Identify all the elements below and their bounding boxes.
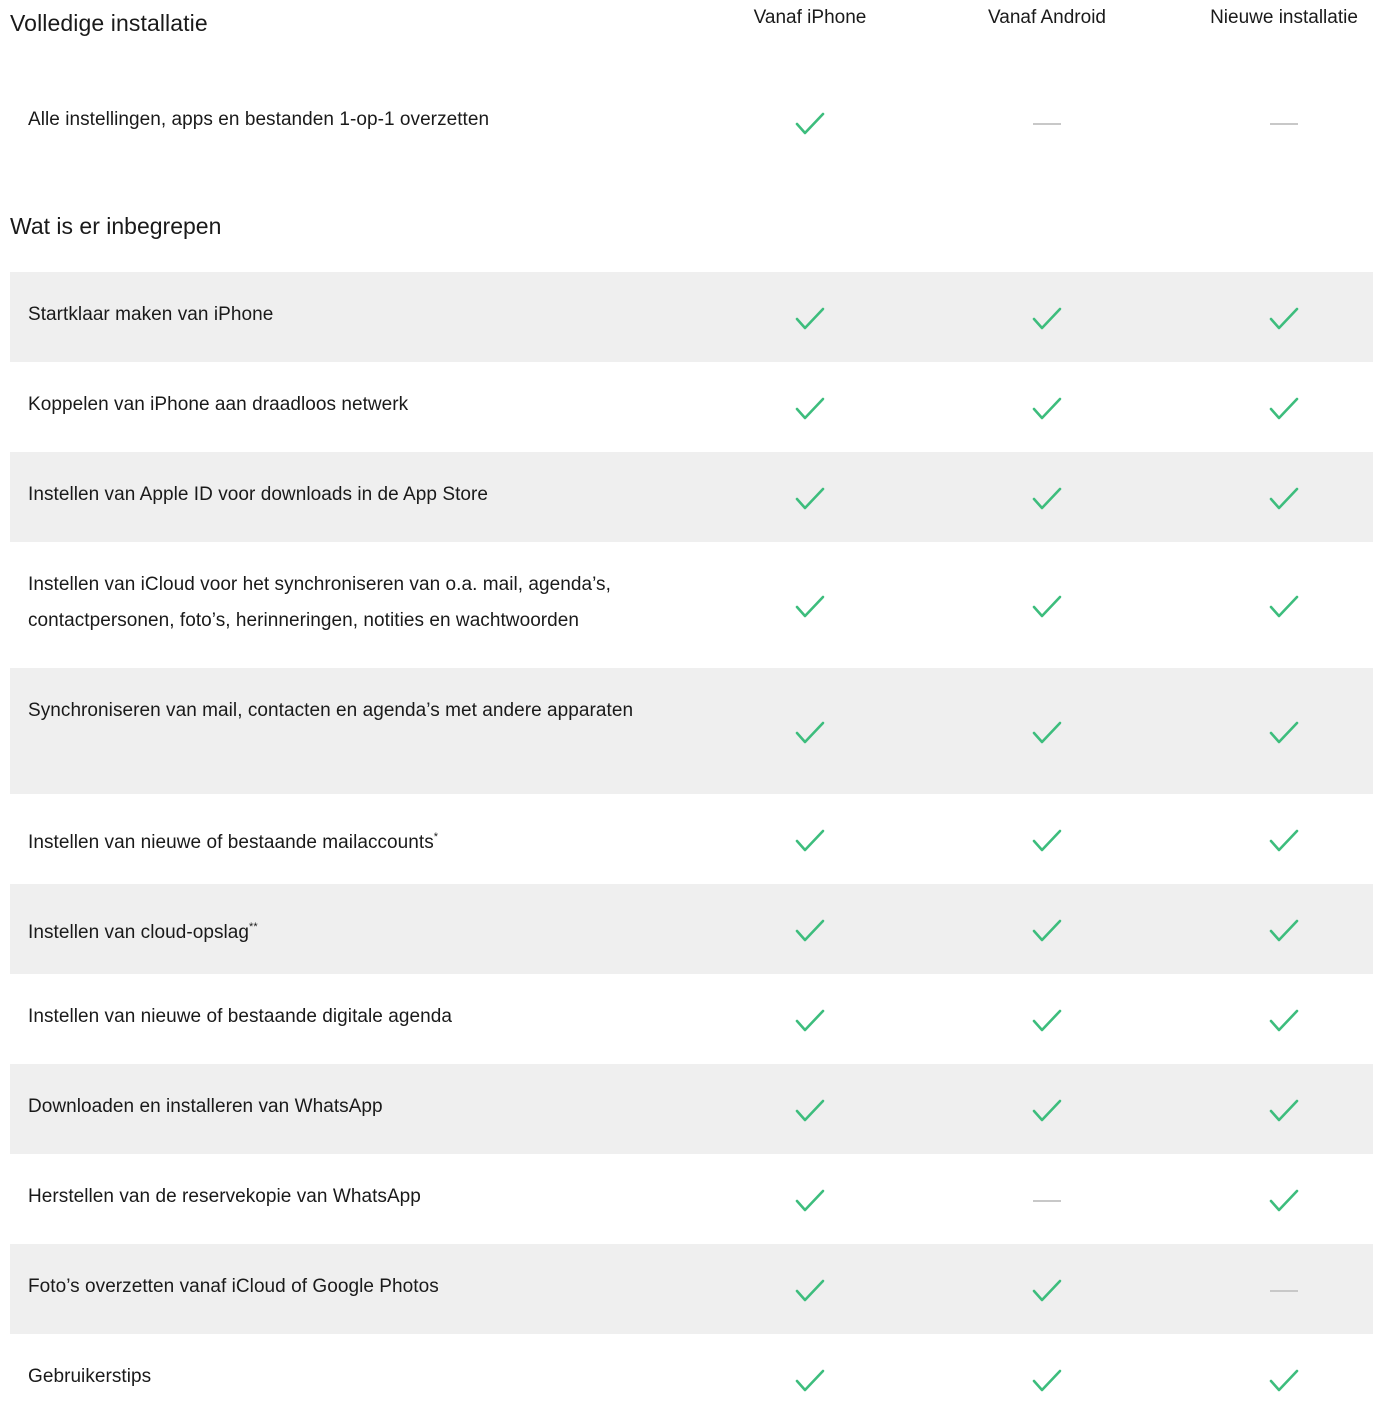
cell-android bbox=[937, 299, 1157, 339]
column-header-android: Vanaf Android bbox=[988, 7, 1106, 28]
cell-iphone bbox=[700, 1091, 920, 1131]
check-icon bbox=[1032, 1369, 1062, 1393]
cell-new-install bbox=[1174, 1361, 1384, 1401]
header-title: Volledige installatie bbox=[10, 10, 208, 36]
cell-android bbox=[937, 1271, 1157, 1311]
column-header-new-install: Nieuwe installatie bbox=[1210, 7, 1358, 28]
row-label: Instellen van iCloud voor het synchroniseren van o.a. mail, agenda’s, contactpersonen, foto’s, herinneringen, notities en wachtwoorden bbox=[28, 574, 611, 631]
check-icon bbox=[1269, 1189, 1299, 1213]
cell-android bbox=[937, 911, 1157, 951]
cell-android bbox=[937, 389, 1157, 429]
row-label: Instellen van nieuwe of bestaande digitale agenda bbox=[28, 1006, 452, 1027]
row-label: Startklaar maken van iPhone bbox=[28, 304, 274, 325]
row-label: Instellen van cloud-opslag** bbox=[28, 921, 258, 943]
table-row bbox=[10, 362, 1373, 452]
check-icon bbox=[1032, 829, 1062, 853]
row-label: Synchroniseren van mail, contacten en agenda’s met andere apparaten bbox=[28, 700, 634, 721]
check-icon bbox=[795, 1369, 825, 1393]
cell-iphone bbox=[700, 1361, 920, 1401]
check-icon bbox=[1032, 307, 1062, 331]
row-label: Herstellen van de reservekopie van WhatsApp bbox=[28, 1186, 421, 1207]
cell-new-install bbox=[1174, 1091, 1384, 1131]
check-icon bbox=[795, 487, 825, 511]
dash-icon bbox=[1270, 1290, 1298, 1292]
check-icon bbox=[795, 397, 825, 421]
check-icon bbox=[1269, 307, 1299, 331]
check-icon bbox=[1269, 487, 1299, 511]
table-row bbox=[10, 272, 1373, 362]
check-icon bbox=[1032, 1009, 1062, 1033]
check-icon bbox=[795, 1099, 825, 1123]
check-icon bbox=[1269, 919, 1299, 943]
cell-android bbox=[937, 1091, 1157, 1131]
cell-android bbox=[937, 713, 1157, 753]
table-header bbox=[10, 0, 1373, 64]
check-icon bbox=[1269, 595, 1299, 619]
check-icon bbox=[795, 721, 825, 745]
full-install-row bbox=[10, 64, 1373, 180]
check-icon bbox=[1269, 1369, 1299, 1393]
column-header-iphone: Vanaf iPhone bbox=[753, 7, 867, 28]
cell-new-install bbox=[1174, 389, 1384, 429]
row-label: Instellen van nieuwe of bestaande mailaccounts* bbox=[28, 831, 439, 853]
check-icon bbox=[1032, 595, 1062, 619]
cell-iphone bbox=[700, 713, 920, 753]
table-row bbox=[10, 974, 1373, 1064]
cell-new-install bbox=[1174, 1001, 1384, 1041]
cell-new-install bbox=[1174, 713, 1384, 753]
check-icon bbox=[1032, 397, 1062, 421]
row-label: Gebruikerstips bbox=[28, 1366, 152, 1387]
table-row bbox=[10, 452, 1373, 542]
included-rows bbox=[10, 272, 1373, 1424]
dash-icon bbox=[1270, 123, 1298, 125]
check-icon bbox=[1032, 1279, 1062, 1303]
row-label: Koppelen van iPhone aan draadloos netwerk bbox=[28, 394, 409, 415]
cell-new-install bbox=[1174, 479, 1384, 519]
cell-android bbox=[937, 1361, 1157, 1401]
cell-iphone bbox=[700, 821, 920, 861]
cell-new-install bbox=[1174, 299, 1384, 339]
table-row bbox=[10, 668, 1373, 794]
cell-iphone bbox=[700, 1181, 920, 1221]
cell-android bbox=[937, 1181, 1157, 1221]
table-row bbox=[10, 884, 1373, 974]
section-title-text: Wat is er inbegrepen bbox=[10, 213, 222, 239]
check-icon bbox=[1269, 1099, 1299, 1123]
check-icon bbox=[1269, 721, 1299, 745]
check-icon bbox=[795, 595, 825, 619]
cell-iphone bbox=[700, 104, 920, 144]
check-icon bbox=[795, 1189, 825, 1213]
cell-iphone bbox=[700, 911, 920, 951]
check-icon bbox=[795, 829, 825, 853]
check-icon bbox=[795, 307, 825, 331]
cell-new-install bbox=[1174, 821, 1384, 861]
cell-android bbox=[937, 821, 1157, 861]
check-icon bbox=[1269, 397, 1299, 421]
check-icon bbox=[795, 919, 825, 943]
check-icon bbox=[795, 1279, 825, 1303]
cell-new-install bbox=[1174, 587, 1384, 627]
cell-iphone bbox=[700, 299, 920, 339]
check-icon bbox=[795, 1009, 825, 1033]
cell-iphone bbox=[700, 587, 920, 627]
row-label: Alle instellingen, apps en bestanden 1-op-1 overzetten bbox=[28, 109, 490, 130]
check-icon bbox=[1032, 721, 1062, 745]
check-icon bbox=[1032, 1099, 1062, 1123]
cell-iphone bbox=[700, 389, 920, 429]
dash-icon bbox=[1033, 1200, 1061, 1202]
cell-new-install bbox=[1174, 1181, 1384, 1221]
cell-iphone bbox=[700, 479, 920, 519]
section-title bbox=[10, 180, 1373, 272]
table-row bbox=[10, 1334, 1373, 1424]
table-row bbox=[10, 542, 1373, 668]
comparison-table bbox=[10, 0, 1373, 1424]
cell-android bbox=[937, 1001, 1157, 1041]
check-icon bbox=[795, 112, 825, 136]
cell-android bbox=[937, 479, 1157, 519]
check-icon bbox=[1032, 919, 1062, 943]
row-label: Foto’s overzetten vanaf iCloud of Google Photos bbox=[28, 1276, 439, 1297]
cell-new-install bbox=[1174, 911, 1384, 951]
check-icon bbox=[1032, 487, 1062, 511]
row-label: Instellen van Apple ID voor downloads in de App Store bbox=[28, 484, 489, 505]
table-row bbox=[10, 794, 1373, 884]
check-icon bbox=[1269, 829, 1299, 853]
cell-new-install bbox=[1174, 104, 1384, 144]
dash-icon bbox=[1033, 123, 1061, 125]
table-row bbox=[10, 1154, 1373, 1244]
row-label: Downloaden en installeren van WhatsApp bbox=[28, 1096, 383, 1117]
check-icon bbox=[1269, 1009, 1299, 1033]
table-row bbox=[10, 1244, 1373, 1334]
cell-iphone bbox=[700, 1271, 920, 1311]
cell-iphone bbox=[700, 1001, 920, 1041]
cell-android bbox=[937, 587, 1157, 627]
cell-new-install bbox=[1174, 1271, 1384, 1311]
cell-android bbox=[937, 104, 1157, 144]
table-row bbox=[10, 1064, 1373, 1154]
